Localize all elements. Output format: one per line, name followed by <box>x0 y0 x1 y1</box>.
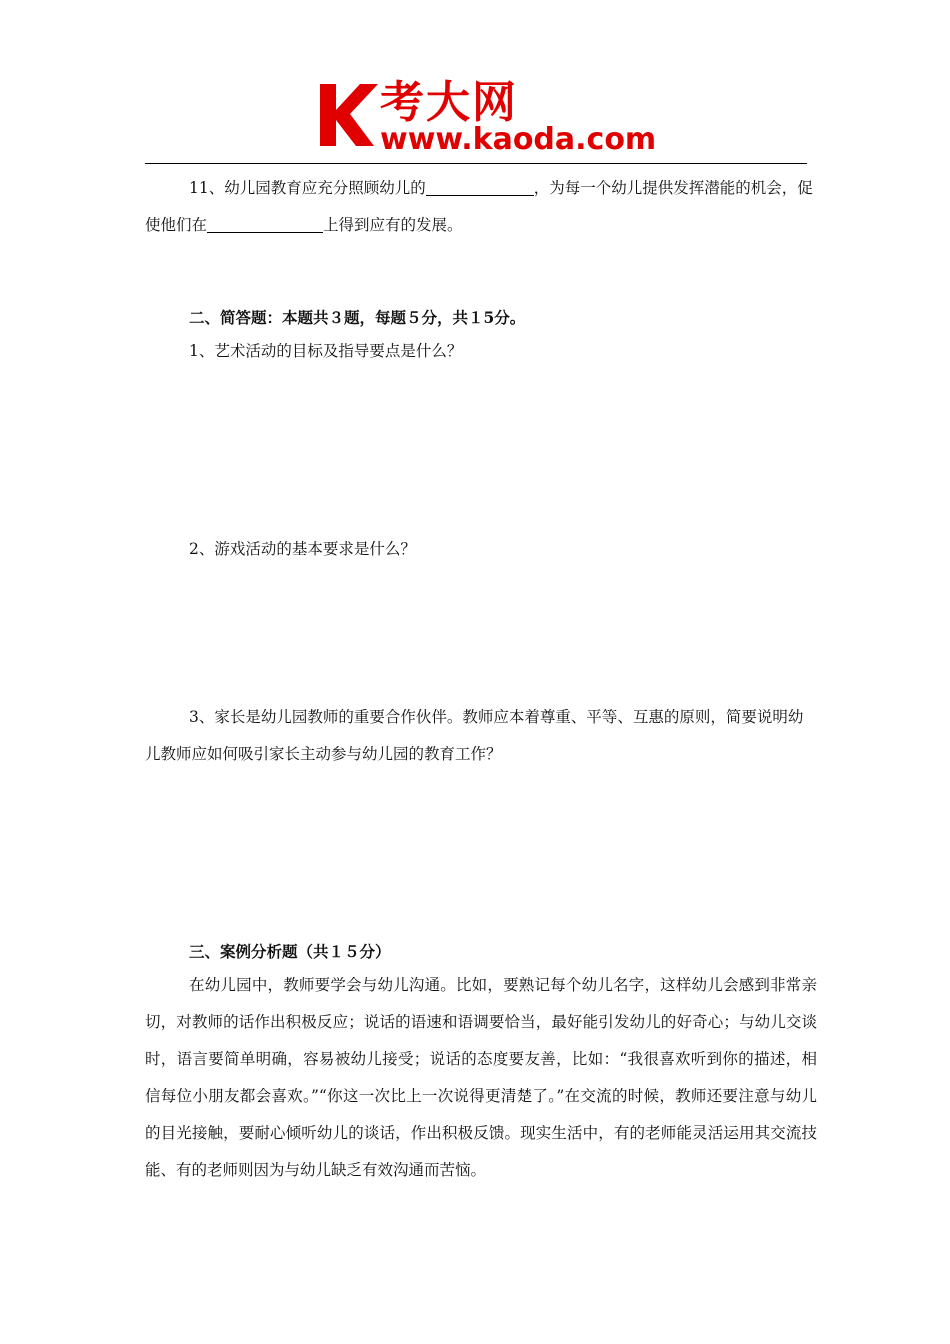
logo-k-mark <box>318 80 380 150</box>
q11-text-4: 上得到应有的发展。 <box>323 216 463 234</box>
section2-heading: 二、简答题：本题共３题，每题５分，共１5分。 <box>189 308 526 327</box>
header-divider <box>145 163 807 164</box>
q11-blank-1 <box>426 180 534 197</box>
q11-blank-2 <box>207 217 323 234</box>
q11-text-2: ，为每一个幼儿提供发挥潜能的机会， <box>533 179 798 197</box>
short-answer-q3: 3、家长是幼儿园教师的重要合作伙伴。教师应本着尊重、平等、互惠的原则，简要说明幼儿教师应如何吸引家长主动参与幼儿园的教育工作？ <box>145 708 804 763</box>
question-11 <box>145 170 817 244</box>
case-analysis-body: 在幼儿园中，教师要学会与幼儿沟通。比如，要熟记每个幼儿名字，这样幼儿会感到非常亲切，对教师的话作出积极反应；说话的语速和语调要恰当，最好能引发幼儿的好奇心；与幼儿交谈时，语言要简单明确，容易被幼儿接受；说话的态度要友善，比如：“我很喜欢听到你的描述，相信每位小朋友都会喜欢。”“你这一次比上一次说得更清楚了。”在交流的时候，教师还要注意与幼儿的目光接触，要耐心倾听幼儿的谈话，作出积极反馈。现实生活中，有的老师能灵活运用其交流技能、有的老师则因为与幼儿缺乏有效沟通而苦恼。 <box>145 976 817 1179</box>
section3-heading: 三、案例分析题（共１５分） <box>189 942 391 961</box>
short-answer-q2: 2、游戏活动的基本要求是什么？ <box>189 540 416 558</box>
q11-text-1: 11、幼儿园教育应充分照顾幼儿的 <box>189 179 426 197</box>
logo-chinese-text: 考大网 <box>380 77 518 128</box>
logo-url-text: www.kaoda.com <box>380 122 657 157</box>
short-answer-q1: 1、艺术活动的目标及指导要点是什么？ <box>189 342 463 360</box>
q11-text-3: 促使他们在 <box>145 179 813 234</box>
kaoda-logo <box>318 77 657 160</box>
